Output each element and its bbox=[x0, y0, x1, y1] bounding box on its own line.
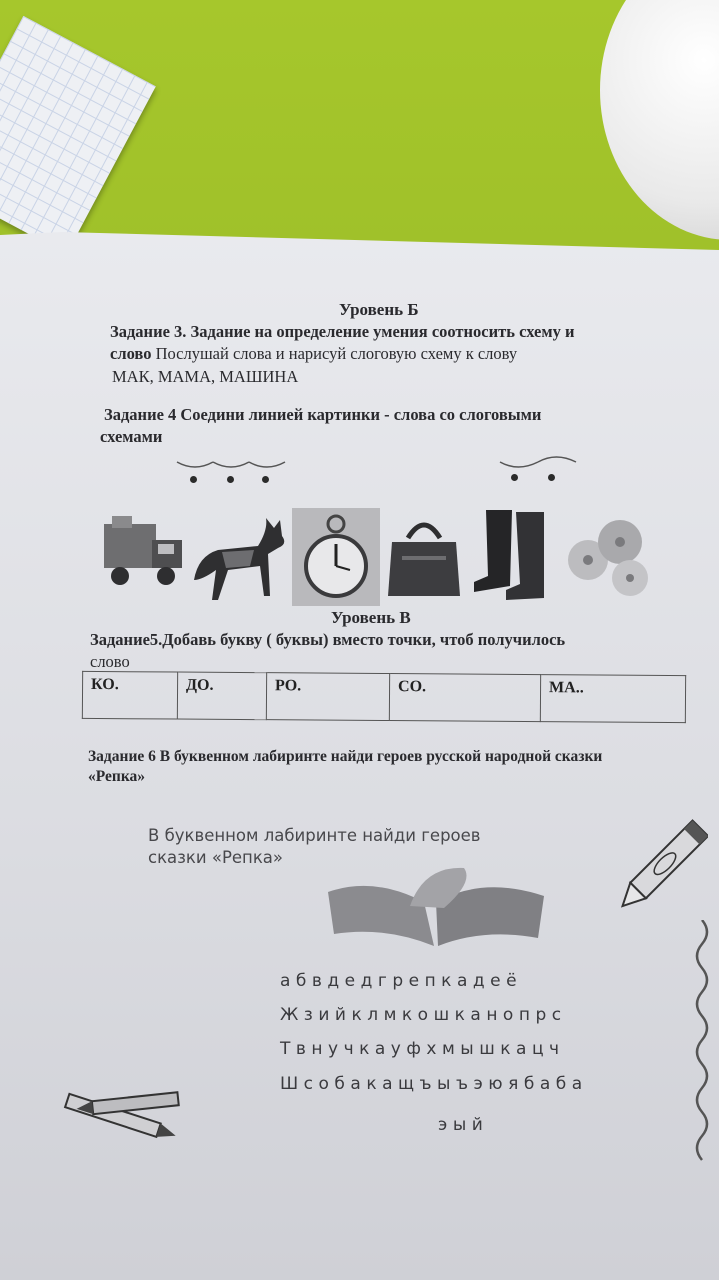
task6-line1: Задание 6 В буквенном лабиринте найди героев русской народной сказки bbox=[88, 748, 603, 765]
scheme-dot bbox=[548, 474, 555, 481]
maze-title-line1: В буквенном лабиринте найди героев bbox=[148, 826, 481, 845]
truck-icon bbox=[100, 510, 186, 594]
task4-line2: схемами bbox=[100, 427, 163, 446]
boots-icon bbox=[468, 506, 552, 604]
maze-row: Шсобакащъыъэюябаба bbox=[280, 1074, 588, 1094]
task3-words: МАК, МАМА, МАШИНА bbox=[112, 367, 299, 386]
table-row bbox=[82, 671, 685, 722]
task3-line2 bbox=[110, 344, 517, 364]
maze-row: эый bbox=[438, 1115, 489, 1135]
task4-line1: Задание 4 Соедини линией картинки - слова со слоговыми bbox=[104, 405, 542, 424]
flowers-icon bbox=[558, 512, 658, 600]
table-cell: РО. bbox=[266, 673, 389, 721]
scheme-dot bbox=[262, 476, 269, 483]
maze-row: Твнучкауфхмышкацч bbox=[280, 1039, 565, 1059]
maze-row: Жзийклмкошканопрс bbox=[280, 1005, 567, 1025]
syllable-scheme-three bbox=[175, 452, 287, 474]
scheme-dot bbox=[190, 476, 197, 483]
scheme-dot bbox=[511, 474, 518, 481]
scheme-dot bbox=[227, 476, 234, 483]
maze-title-line2: сказки «Репка» bbox=[148, 848, 284, 867]
fill-letters-table bbox=[82, 671, 686, 723]
task3-line1: Задание 3. Задание на определение умения соотносить схему и bbox=[110, 322, 575, 341]
pencil-icon bbox=[612, 812, 708, 928]
task6-line2: «Репка» bbox=[88, 768, 146, 785]
syllable-scheme-two bbox=[498, 450, 578, 472]
level-b-title: Уровень Б bbox=[339, 300, 419, 319]
table-cell: ДО. bbox=[177, 672, 266, 720]
task5-line2: слово bbox=[90, 652, 130, 671]
maze-row: абвдедгрепкадеё bbox=[280, 971, 523, 991]
table-cell: МА.. bbox=[540, 675, 685, 723]
level-v-title: Уровень В bbox=[331, 608, 411, 627]
dog-icon bbox=[188, 510, 292, 606]
wavy-border-icon bbox=[690, 920, 714, 1170]
clock-icon bbox=[292, 508, 380, 606]
task3-instruction: Послушай слова и нарисуй слоговую схему к слову bbox=[151, 344, 518, 363]
task5-line1: Задание5.Добавь букву ( буквы) вместо точки, чтоб получилось bbox=[90, 630, 566, 649]
crayons-icon bbox=[54, 1084, 194, 1156]
table-cell: СО. bbox=[389, 674, 540, 722]
bag-icon bbox=[386, 512, 462, 602]
table-cell: КО. bbox=[82, 671, 177, 719]
task3-word-bold: слово bbox=[110, 344, 152, 363]
open-book-icon bbox=[324, 862, 550, 954]
